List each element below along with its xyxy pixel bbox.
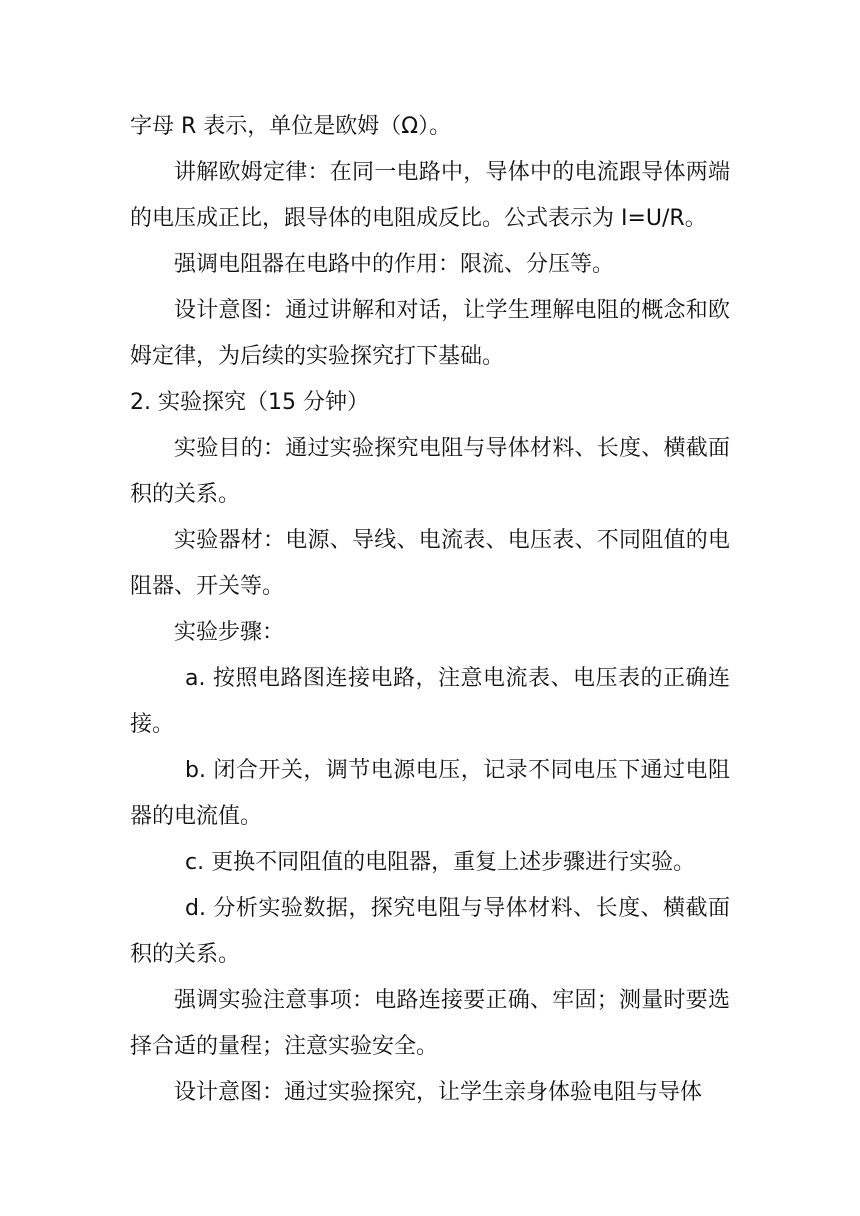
experiment-step-b: b. 闭合开关，调节电源电压，记录不同电压下通过电阻器的电流值。: [130, 758, 730, 829]
document-body: [130, 104, 730, 1116]
paragraph-design-intent-1: 设计意图：通过讲解和对话，让学生理解电阻的概念和欧姆定律，为后续的实验探究打下基础。: [130, 298, 730, 369]
experiment-step-c: c. 更换不同阻值的电阻器，重复上述步骤进行实验。: [185, 850, 696, 875]
paragraph-safety-notes: 强调实验注意事项：电路连接要正确、牢固；测量时要选择合适的量程；注意实验安全。: [130, 988, 730, 1059]
experiment-step-d: d. 分析实验数据，探究电阻与导体材料、长度、横截面积的关系。: [130, 896, 730, 967]
paragraph-ohms-law: 讲解欧姆定律：在同一电路中，导体中的电流跟导体两端的电压成正比，跟导体的电阻成反比。公式表示为 I=U/R。: [130, 160, 730, 231]
section-heading-experiment: 2. 实验探究（15 分钟）: [130, 390, 369, 415]
paragraph-resistor-role: 强调电阻器在电路中的作用：限流、分压等。: [174, 252, 615, 277]
paragraph-experiment-steps-label: 实验步骤：: [174, 620, 285, 645]
paragraph-resistance-unit: 字母 R 表示，单位是欧姆（Ω）。: [130, 114, 452, 139]
paragraph-experiment-purpose: 实验目的：通过实验探究电阻与导体材料、长度、横截面积的关系。: [130, 436, 730, 507]
paragraph-experiment-equipment: 实验器材：电源、导线、电流表、电压表、不同阻值的电阻器、开关等。: [130, 528, 730, 599]
paragraph-design-intent-2: 设计意图：通过实验探究，让学生亲身体验电阻与导体: [174, 1080, 703, 1105]
experiment-step-a: a. 按照电路图连接电路，注意电流表、电压表的正确连接。: [130, 666, 730, 737]
